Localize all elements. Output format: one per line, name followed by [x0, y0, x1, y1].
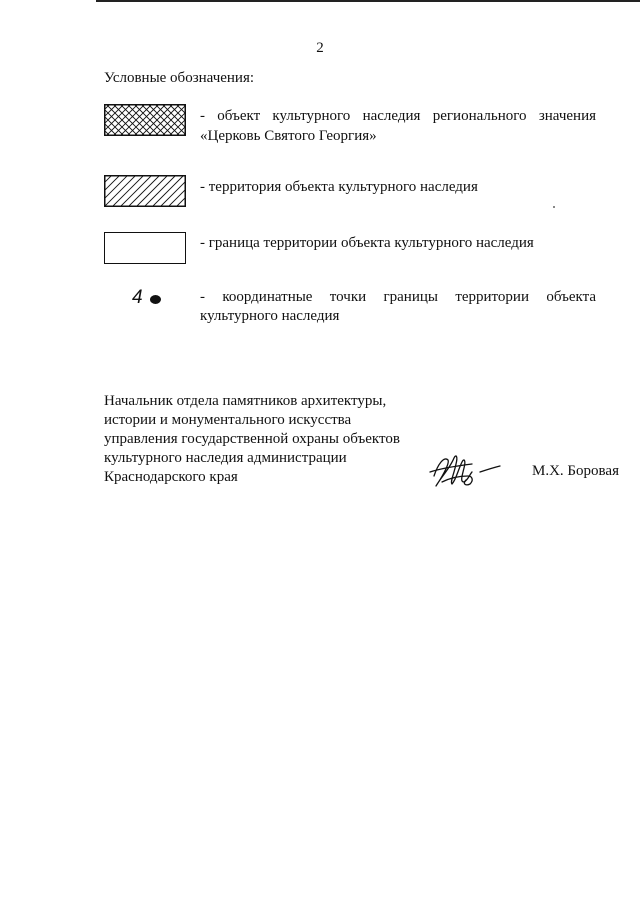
legend-item-object-line-1: - объект культурного наследия регионального значения — [200, 108, 596, 124]
coordinate-point-number: 4 — [132, 287, 143, 308]
handwritten-signature-icon — [428, 446, 514, 494]
signer-name: М.Х. Боровая — [532, 463, 619, 479]
legend-item-points-line-1: - координатные точки границы территории объекта — [200, 289, 596, 305]
legend-item-object-line-2: «Церковь Святого Георгия» — [200, 128, 377, 144]
legend-item-points-line-2: культурного наследия — [200, 308, 340, 324]
top-border-line — [96, 0, 640, 2]
legend-item-territory-label: - территория объекта культурного наследия — [200, 179, 478, 195]
scan-speck — [553, 206, 555, 208]
coordinate-point-dot-icon — [150, 295, 161, 304]
position-title-line-2: истории и монументального искусства — [104, 412, 352, 428]
position-title-line-3: управления государственной охраны объектов — [104, 431, 400, 447]
position-title-line-5: Краснодарского края — [104, 469, 238, 485]
legend-heading: Условные обозначения: — [104, 70, 255, 86]
position-title-line-4: культурного наследия администрации — [104, 450, 347, 466]
position-title-line-1: Начальник отдела памятников архитектуры, — [104, 393, 387, 409]
legend-item-boundary-label: - граница территории объекта культурного наследия — [200, 235, 534, 251]
crosshatch-swatch-icon — [104, 104, 186, 136]
page-number: 2 — [316, 40, 324, 56]
diagonal-hatch-swatch-icon — [104, 175, 186, 207]
boundary-outline-swatch-icon — [104, 232, 186, 264]
